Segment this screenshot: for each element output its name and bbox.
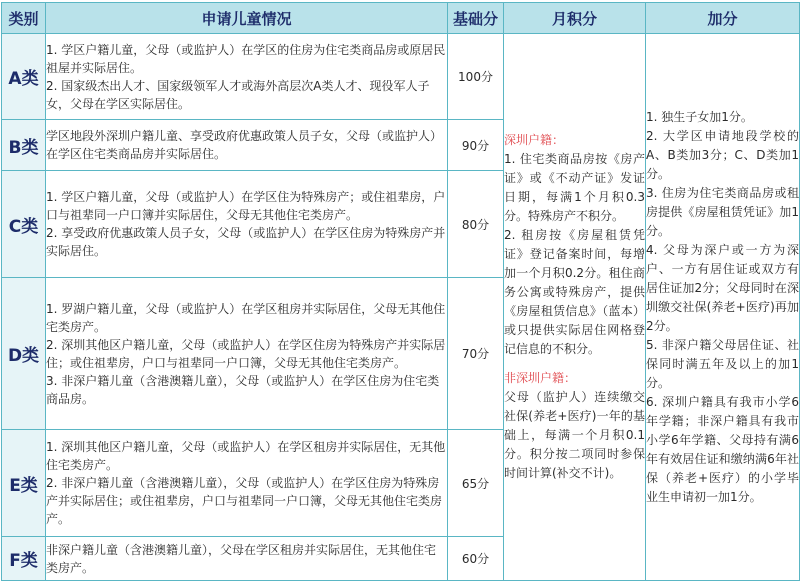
situation-cell xyxy=(46,171,448,278)
base-score-cell: 70分 xyxy=(448,278,504,430)
situation-line: 1. 深圳其他区户籍儿童，父母（或监护人）在学区租房并实际居住，无其他住宅类房产。 xyxy=(46,440,446,472)
category-cell: B类 xyxy=(2,120,46,171)
situation-cell xyxy=(46,537,448,581)
shenzhen-hukou-title: 深圳户籍： xyxy=(504,133,565,147)
base-score-cell: 80分 xyxy=(448,171,504,278)
header-situation: 申请儿童情况 xyxy=(46,3,448,34)
situation-cell xyxy=(46,430,448,537)
header-base-score: 基础分 xyxy=(448,3,504,34)
situation-line: 1. 罗湖户籍儿童，父母（或监护人）在学区租房并实际居住，父母无其他住宅类房产。 xyxy=(46,301,446,334)
situation-line: 2. 国家级杰出人才、国家级领军人才或海外高层次A类人才、现役军人子女，父母在学区实际居住。 xyxy=(46,78,430,111)
base-score-cell: 65分 xyxy=(448,430,504,537)
header-category: 类别 xyxy=(2,3,46,34)
situation-line: 1. 学区户籍儿童，父母（或监护人）在学区的住房为住宅类商品房或原居民祖屋并实际居住。 xyxy=(46,42,446,75)
table-row xyxy=(2,34,800,120)
bonus-item: 6. 深圳户籍具有我市小学6年学籍；非深户籍具有我市小学6年学籍、父母持有满6年有效居住证和缴纳满6年社保（养老+医疗）的小学毕业生申请初一加1分。 xyxy=(646,394,799,504)
situation-line: 2. 非深户籍儿童（含港澳籍儿童），父母（或监护人）在学区住房为特殊房产并实际居住；或住祖辈房，户口与祖辈同一户口簿，父母无其他住宅类房产。 xyxy=(46,476,443,526)
monthly-item: 父母（监护人）连续缴交社保(养老+医疗)一年的基础上，每满一个月积0.1分。积分按二项同时参保时间计算(补交不计)。 xyxy=(504,390,645,480)
situation-cell xyxy=(46,278,448,430)
monthly-item: 2. 租房按《房屋租赁凭证》登记备案时间，每增加一个月积0.2分。租住商务公寓或特殊房产，提供《房屋租赁信息》（蓝本）或只提供实际居住网格登记信息的不积分。 xyxy=(504,228,645,356)
situation-line: 1. 学区户籍儿童，父母（或监护人）在学区住为特殊房产；或住祖辈房，户口与祖辈同一户口簿并实际居住，父母无其他住宅类房产。 xyxy=(46,190,446,222)
admission-policy-table xyxy=(1,2,800,581)
situation-cell xyxy=(46,120,448,171)
situation-cell xyxy=(46,34,448,120)
situation-line: 非深户籍儿童（含港澳籍儿童），父母在学区租房并实际居住，无其他住宅类房产。 xyxy=(46,542,437,575)
category-cell: C类 xyxy=(2,171,46,278)
header-monthly-score: 月积分 xyxy=(504,3,646,34)
base-score-cell: 100分 xyxy=(448,34,504,120)
header-bonus: 加分 xyxy=(646,3,800,34)
header-row xyxy=(2,3,800,34)
bonus-item: 3. 住房为住宅类商品房或租房提供《房屋租赁凭证》加1分。 xyxy=(646,185,799,238)
category-cell: E类 xyxy=(2,430,46,537)
monthly-score-cell xyxy=(504,34,646,581)
bonus-item: 4. 父母为深户或一方为深户、一方有居住证或双方有居住证加2分；父母同时在深圳缴交社保(养老+医疗)再加2分。 xyxy=(646,242,799,333)
non-shenzhen-hukou-title: 非深圳户籍： xyxy=(504,371,577,385)
base-score-cell: 60分 xyxy=(448,537,504,581)
situation-line: 3. 非深户籍儿童（含港澳籍儿童），父母（或监护人）在学区住房为住宅类商品房。 xyxy=(46,373,440,406)
situation-line: 2. 享受政府优惠政策人员子女，父母（或监护人）在学区住房为特殊房产并实际居住。 xyxy=(46,226,446,258)
category-cell: D类 xyxy=(2,278,46,430)
base-score-cell: 90分 xyxy=(448,120,504,171)
bonus-item: 2. 大学区申请地段学校的A、B类加3分；C、D类加1分。 xyxy=(646,128,799,181)
bonus-item: 5. 非深户籍父母居住证、社保同时满五年及以上的加1分。 xyxy=(646,337,799,390)
monthly-item: 1. 住宅类商品房按《房产证》或《不动产证》发证日期，每满1个月积0.3分。特殊房产不积分。 xyxy=(504,152,645,223)
bonus-item: 1. 独生子女加1分。 xyxy=(646,109,753,124)
category-cell: A类 xyxy=(2,34,46,120)
bonus-cell xyxy=(646,34,800,581)
category-cell: F类 xyxy=(2,537,46,581)
situation-line: 2. 深圳其他区户籍儿童，父母（或监护人）在学区住房为特殊房产并实际居住；或住祖辈房，户口与祖辈同一户口簿，父母无其他住宅类房产。 xyxy=(46,337,446,370)
situation-line: 学区地段外深圳户籍儿童、享受政府优惠政策人员子女，父母（或监护人）在学区住宅类商品房并实际居住。 xyxy=(46,129,443,161)
